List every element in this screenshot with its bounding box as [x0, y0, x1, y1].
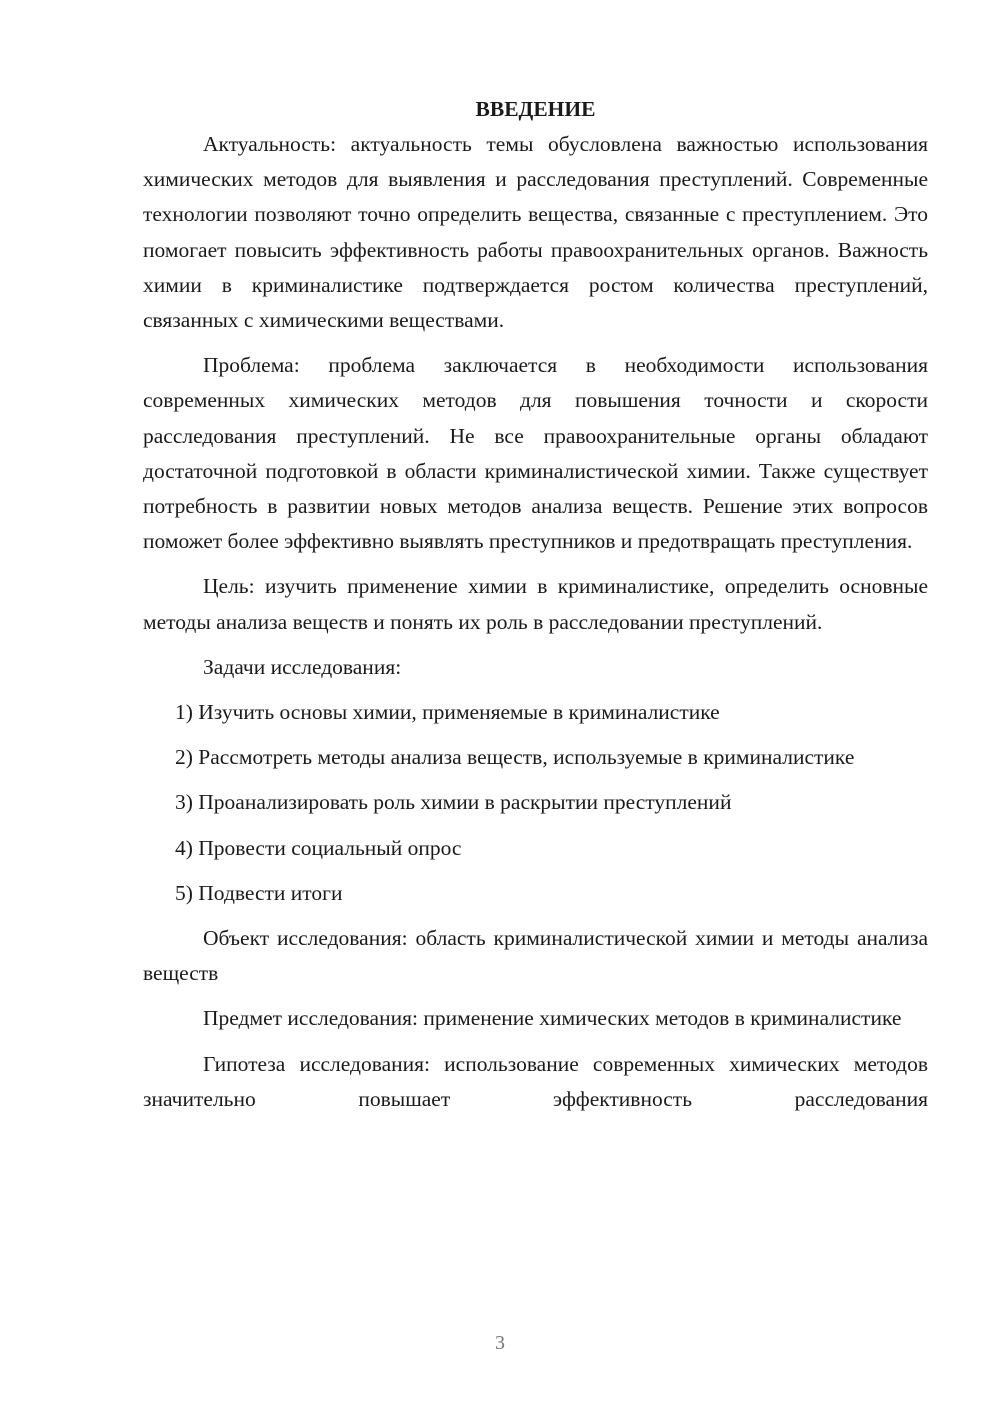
task-item-5: 5) Подвести итоги — [175, 880, 343, 905]
hypothesis-paragraph: Гипотеза исследования: использование современных химических методов значительно повышает эффективность расследования — [143, 1051, 928, 1111]
page-number: 3 — [495, 1332, 505, 1354]
tasks-heading: Задачи исследования: — [203, 654, 402, 679]
task-item-1: 1) Изучить основы химии, применяемые в криминалистике — [175, 700, 720, 725]
task-item-2: 2) Рассмотреть методы анализа веществ, используемые в криминалистике — [175, 745, 855, 770]
relevance-paragraph: Актуальность: актуальность темы обусловлена важностью использования химических методов для выявления и расследования преступлений. Современные технологии позволяют точно определить вещества, связанные с преступлением. Это помогает повысить эффективность работы правоохранительных органов. Важность химии в криминалистике подтверждается ростом количества преступлений, связанных с химическими веществами. — [143, 132, 928, 333]
subject-paragraph: Предмет исследования: применение химических методов в криминалистике — [203, 1006, 902, 1031]
document-page — [143, 92, 928, 1127]
object-paragraph: Объект исследования: область криминалистической химии и методы анализа веществ — [143, 926, 928, 986]
task-item-3: 3) Проанализировать роль химии в раскрытии преступлений — [175, 790, 732, 815]
task-item-4: 4) Провести социальный опрос — [175, 835, 462, 860]
goal-paragraph: Цель: изучить применение химии в криминалистике, определить основные методы анализа веществ и понять их роль в расследовании преступлений. — [143, 574, 928, 634]
section-heading: ВВЕДЕНИЕ — [475, 97, 596, 121]
problem-paragraph: Проблема: проблема заключается в необходимости использования современных химических методов для повышения точности и скорости расследования преступлений. Не все правоохранительные органы обладают достаточной подготовкой в области криминалистической химии. Также существует потребность в развитии новых методов анализа веществ. Решение этих вопросов поможет более эффективно выявлять преступников и предотвращать преступления. — [143, 353, 928, 554]
